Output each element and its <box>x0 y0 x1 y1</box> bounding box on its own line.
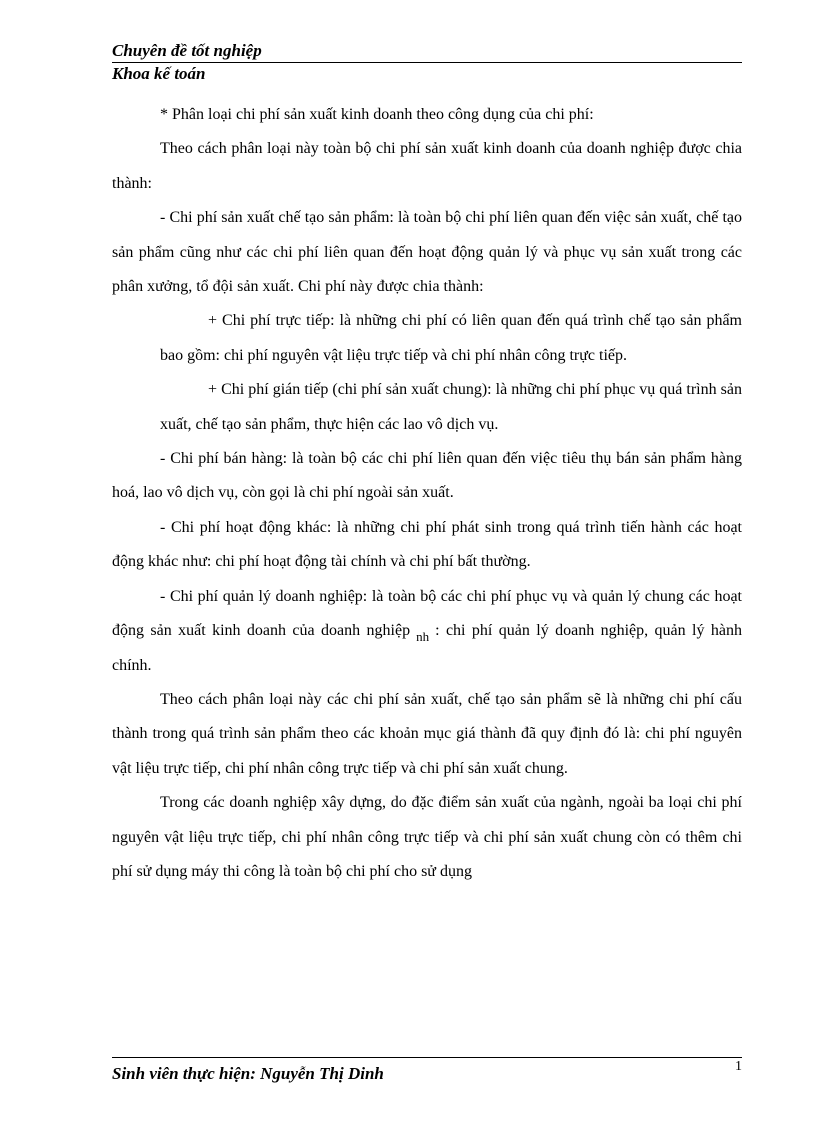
admin-cost-text-before: - Chi phí quản lý doanh nghiệp: là toàn bộ các chi phí phục vụ và quản lý chung các hoạt động sản xuất kinh doanh của doanh nghiệp <box>112 587 742 640</box>
page-header <box>112 40 742 85</box>
page-number: 1 <box>735 1059 742 1074</box>
header-title: Chuyên đề tốt nghiệp <box>112 41 262 60</box>
page-footer <box>112 1057 742 1084</box>
paragraph-production-cost: - Chi phí sản xuất chế tạo sản phẩm: là toàn bộ chi phí liên quan đến việc sản xuất, chế tạo sản phẩm cũng như các chi phí liên quan đến hoạt động quản lý và phục vụ sản xuất trong các phân xưởng, tổ đội sản xuất. Chi phí này được chia thành: <box>112 209 742 296</box>
header-faculty: Khoa kế toán <box>112 64 206 83</box>
admin-cost-text-after: : chi phí quản lý doanh nghiệp, quản lý hành chính. <box>112 622 742 674</box>
paragraph-direct-cost: + Chi phí trực tiếp: là những chi phí có liên quan đến quá trình chế tạo sản phẩm bao gồm: chi phí nguyên vật liệu trực tiếp và chi phí nhân công trực tiếp. <box>160 312 742 364</box>
footer-author: Sinh viên thực hiện: Nguyễn Thị Dinh <box>112 1064 384 1083</box>
paragraph-admin-cost <box>112 580 742 683</box>
paragraph-indirect-cost: + Chi phí gián tiếp (chi phí sản xuất chung): là những chi phí phục vụ quá trình sản xuất, chế tạo sản phẩm, thực hiện các lao vô dịch vụ. <box>160 381 742 433</box>
paragraph-classification-heading: * Phân loại chi phí sản xuất kinh doanh theo công dụng của chi phí: <box>160 106 594 123</box>
paragraph-intro: Theo cách phân loại này toàn bộ chi phí sản xuất kinh doanh của doanh nghiệp được chia thành: <box>112 140 742 192</box>
document-body <box>112 98 742 889</box>
paragraph-other-cost: - Chi phí hoạt động khác: là những chi phí phát sinh trong quá trình tiến hành các hoạt động khác như: chi phí hoạt động tài chính và chi phí bất thường. <box>112 518 742 571</box>
paragraph-construction: Trong các doanh nghiệp xây dựng, do đặc điểm sản xuất của ngành, ngoài ba loại chi phí nguyên vật liệu trực tiếp, chi phí nhân công trực tiếp và chi phí sản xuất chung còn có thêm chi phí sử dụng máy thi công là toàn bộ chi phí cho sử dụng <box>112 794 742 880</box>
admin-cost-subscript: nh <box>416 629 430 645</box>
paragraph-selling-cost: - Chi phí bán hàng: là toàn bộ các chi phí liên quan đến việc tiêu thụ bán sản phẩm hàng hoá, lao vô dịch vụ, còn gọi là chi phí ngoài sản xuất. <box>112 450 742 502</box>
paragraph-summary: Theo cách phân loại này các chi phí sản xuất, chế tạo sản phẩm sẽ là những chi phí cấu thành trong quá trình sản phẩm theo các khoản mục giá thành đã quy định đó là: chi phí nguyên vật liệu trực tiếp, chi phí nhân công trực tiếp và chi phí sản xuất chung. <box>112 690 742 777</box>
footer-rule <box>112 1057 742 1058</box>
